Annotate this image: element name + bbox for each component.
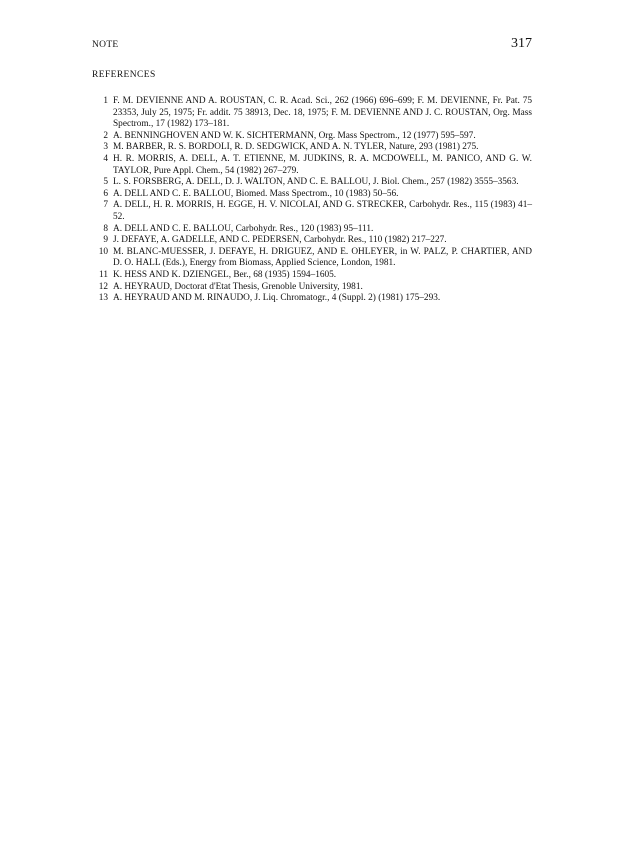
reference-text: A. DELL AND C. E. BALLOU, Biomed. Mass Spectrom., 10 (1983) 50–56. — [113, 188, 399, 199]
references-heading: REFERENCES — [92, 70, 156, 80]
running-head — [92, 36, 532, 56]
reference-item — [92, 131, 532, 143]
reference-number: 3 — [103, 142, 108, 153]
reference-number: 12 — [98, 281, 108, 292]
reference-number: 13 — [98, 293, 108, 304]
reference-item — [92, 96, 532, 131]
reference-text: K. HESS AND K. DZIENGEL, Ber., 68 (1935) 1594–1605. — [113, 269, 337, 280]
reference-number: 6 — [103, 188, 108, 199]
reference-item — [92, 270, 532, 282]
reference-number: 11 — [99, 269, 108, 280]
reference-text: J. DEFAYE, A. GADELLE, AND C. PEDERSEN, Carbohydr. Res., 110 (1982) 217–227. — [113, 235, 447, 246]
reference-text: M. BLANC-MUESSER, J. DEFAYE, H. DRIGUEZ, AND E. OHLEYER, in W. PALZ, P. CHARTIER, AND D. O. HALL (Eds.), Energy from Biomass, Applied Science, London, 1981. — [113, 246, 532, 269]
reference-item — [92, 142, 532, 154]
reference-number: 2 — [103, 130, 108, 141]
reference-item — [92, 177, 532, 189]
reference-text: A. DELL AND C. E. BALLOU, Carbohydr. Res., 120 (1983) 95–111. — [113, 223, 374, 234]
reference-item — [92, 189, 532, 201]
running-title: NOTE — [92, 40, 119, 50]
reference-item — [92, 224, 532, 236]
reference-number: 1 — [103, 96, 108, 106]
reference-text: H. R. MORRIS, A. DELL, A. T. ETIENNE, M. JUDKINS, R. A. MCDOWELL, M. PANICO, AND G. W. TAYLOR, Pure Appl. Chem., 54 (1982) 267–279. — [113, 153, 532, 176]
reference-item — [92, 235, 532, 247]
reference-text: F. M. DEVIENNE AND A. ROUSTAN, C. R. Acad. Sci., 262 (1966) 696–699; F. M. DEVIENNE, Fr. Pat. 75 23353, July 25, 1975; Fr. addit. 75 38913, Dec. 18, 1975; F. M. DEVIENNE AND J. C. ROUSTAN, Org. Mass Spectrom., 17 (1982) 173–181. — [113, 96, 532, 130]
reference-number: 9 — [103, 235, 108, 246]
reference-item — [92, 154, 532, 177]
reference-item — [92, 200, 532, 223]
reference-text: A. DELL, H. R. MORRIS, H. EGGE, H. V. NICOLAI, AND G. STRECKER, Carbohydr. Res., 115 (1983) 41–52. — [113, 200, 532, 222]
reference-item — [92, 247, 532, 270]
page-number: 317 — [511, 36, 532, 51]
reference-text: L. S. FORSBERG, A. DELL, D. J. WALTON, AND C. E. BALLOU, J. Biol. Chem., 257 (1982) 3555–3563. — [113, 177, 519, 188]
reference-number: 10 — [98, 246, 108, 257]
reference-number: 7 — [103, 200, 108, 211]
reference-text: M. BARBER, R. S. BORDOLI, R. D. SEDGWICK, AND A. N. TYLER, Nature, 293 (1981) 275. — [113, 142, 479, 153]
reference-text: A. BENNINGHOVEN AND W. K. SICHTERMANN, Org. Mass Spectrom., 12 (1977) 595–597. — [113, 130, 476, 141]
reference-list — [92, 96, 532, 305]
reference-number: 5 — [103, 177, 108, 188]
reference-number: 4 — [103, 153, 108, 164]
reference-number: 8 — [103, 223, 108, 234]
reference-item — [92, 282, 532, 294]
reference-item — [92, 293, 532, 305]
reference-text: A. HEYRAUD AND M. RINAUDO, J. Liq. Chromatogr., 4 (Suppl. 2) (1981) 175–293. — [113, 293, 441, 304]
reference-text: A. HEYRAUD, Doctorat d'Etat Thesis, Grenoble University, 1981. — [113, 281, 363, 292]
